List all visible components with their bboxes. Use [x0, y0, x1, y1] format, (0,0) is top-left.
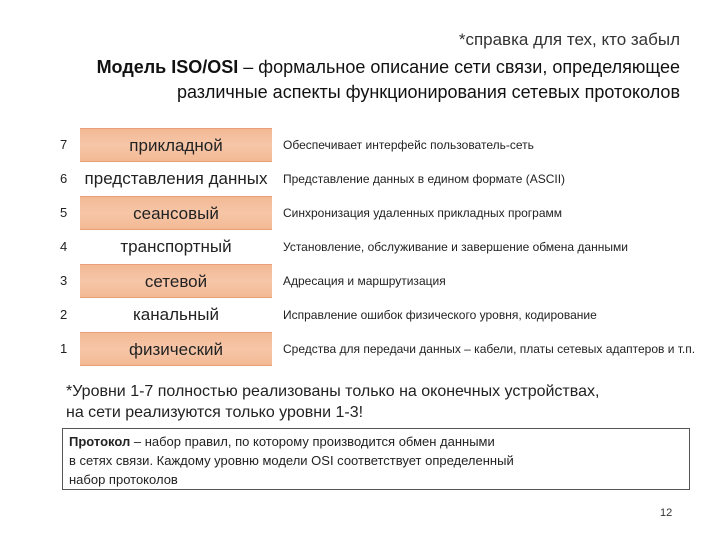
layer-description: Представление данных в едином формате (ASCII): [283, 171, 566, 186]
layer-name: транспортный: [120, 237, 232, 256]
layer-name: представления данных: [84, 169, 268, 188]
layer-number: 1: [60, 341, 68, 356]
layer-number: 2: [60, 307, 68, 322]
layer-number: 4: [60, 239, 68, 254]
levels-note-line-2: на сети реализуются только уровни 1-3!: [66, 404, 364, 421]
reminder-note: *справка для тех, кто забыл: [458, 30, 680, 49]
layer-description: Установление, обслуживание и завершение обмена данными: [283, 239, 628, 254]
layer-name: сеансовый: [80, 196, 272, 230]
layer-description: Адресация и маршрутизация: [283, 273, 446, 288]
layer-row: [40, 230, 700, 264]
protocol-line-1: [69, 432, 683, 451]
layer-row: [40, 196, 700, 230]
layer-description: Синхронизация удаленных прикладных программ: [283, 205, 563, 220]
layer-description: Обеспечивает интерфейс пользователь-сеть: [283, 137, 534, 152]
page-number: 12: [660, 507, 673, 519]
layer-row: [40, 128, 700, 162]
levels-note: [66, 381, 666, 423]
layer-description: Средства для передачи данных – кабели, платы сетевых адаптеров и т.п.: [283, 341, 696, 356]
protocol-definition: – набор правил, по которому производится обмен данными: [130, 434, 495, 449]
protocol-line-3: набор протоколов: [69, 472, 178, 487]
title-line-2: различные аспекты функционирования сетевых протоколов: [176, 82, 680, 102]
protocol-definition-box: [62, 428, 690, 490]
layer-number: 5: [60, 205, 68, 220]
osi-layers-table: [40, 128, 700, 366]
layer-row: [40, 332, 700, 366]
title-line-1: [40, 55, 680, 80]
layer-name: физический: [80, 332, 272, 366]
layer-number: 6: [60, 171, 68, 186]
layer-description: Исправление ошибок физического уровня, кодирование: [283, 307, 597, 322]
layer-name: прикладной: [80, 128, 272, 162]
layer-number: 7: [60, 137, 68, 152]
layer-name: канальный: [133, 305, 219, 324]
layer-row: [40, 264, 700, 298]
layer-row: [40, 162, 700, 196]
layer-row: [40, 298, 700, 332]
protocol-line-2: в сетях связи. Каждому уровню модели OSI соответствует определенный: [69, 453, 514, 468]
title-model-name: Модель ISO/OSI: [96, 57, 239, 77]
layer-number: 3: [60, 273, 68, 288]
slide-title: [40, 55, 680, 105]
title-definition: – формальное описание сети связи, определяющее: [238, 57, 680, 77]
layer-name: сетевой: [80, 264, 272, 298]
protocol-term: Протокол: [69, 434, 131, 449]
levels-note-line-1: *Уровни 1-7 полностью реализованы только на оконечных устройствах,: [66, 383, 600, 400]
